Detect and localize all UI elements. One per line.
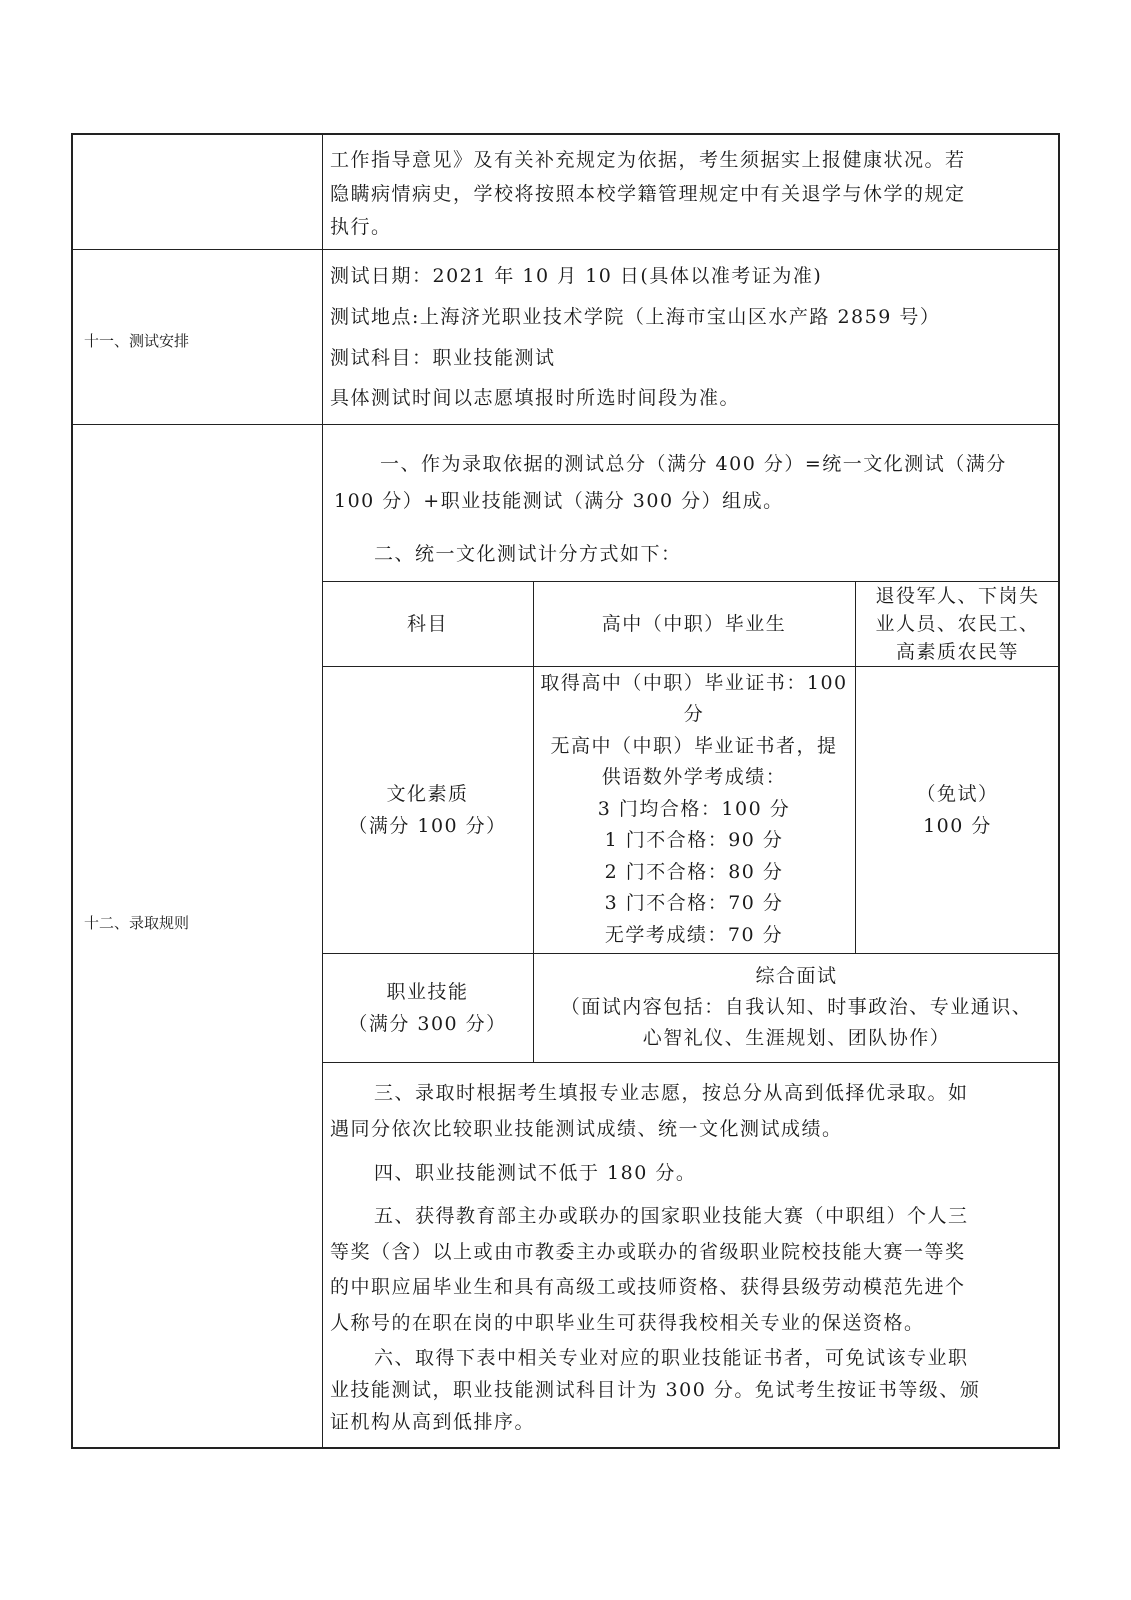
header-graduates: 高中（中职）毕业生 — [601, 612, 787, 635]
scoring-table — [322, 581, 1060, 1063]
row-divider — [71, 249, 1060, 250]
rule-4: 四、职业技能测试不低于 180 分。 — [374, 1162, 697, 1184]
row-culture-graduates: 取得高中（中职）毕业证书：100 分 无高中（中职）毕业证书者，提 供语数外学考成绩： 3 门均合格：100 分 1 门不合格：90 分 2 门不合格：80 分 3 门不合格：70 分 无学考成绩：70 分 — [540, 671, 848, 946]
rule-2: 二、统一文化测试计分方式如下： — [374, 543, 682, 565]
row-culture-other: （免试） 100 分 — [916, 782, 999, 837]
header-other-groups: 退役军人、下岗失 业人员、农民工、 高素质农民等 — [875, 584, 1040, 663]
rule-6-line: 证机构从高到低排序。 — [330, 1411, 536, 1433]
section-label-test-arrangement: 十一、测试安排 — [84, 332, 190, 350]
header-subject: 科目 — [406, 612, 448, 635]
health-text-line: 隐瞒病情病史，学校将按照本校学籍管理规定中有关退学与休学的规定 — [330, 183, 966, 205]
rule-6-line: 六、取得下表中相关专业对应的职业技能证书者，可免试该专业职 — [374, 1347, 969, 1369]
row-culture-subject: 文化素质 （满分 100 分） — [348, 782, 507, 837]
test-subject: 测试科目：职业技能测试 — [330, 347, 556, 369]
row-divider — [71, 424, 1060, 425]
rule-6-line: 业技能测试，职业技能测试科目计为 300 分。免试考生按证书等级、颁 — [330, 1379, 981, 1401]
rule-5-line: 人称号的在职在岗的中职毕业生可获得我校相关专业的保送资格。 — [330, 1312, 925, 1334]
rule-1-line: 一、作为录取依据的测试总分（满分 400 分）=统一文化测试（满分 — [380, 453, 1007, 475]
rule-5-line: 五、获得教育部主办或联办的国家职业技能大赛（中职组）个人三 — [374, 1205, 969, 1227]
rule-3-line: 遇同分依次比较职业技能测试成绩、统一文化测试成绩。 — [330, 1118, 843, 1140]
row-skill-subject: 职业技能 （满分 300 分） — [348, 980, 507, 1035]
rule-5-line: 的中职应届毕业生和具有高级工或技师资格、获得县级劳动模范先进个 — [330, 1276, 966, 1298]
row-skill-content: 综合面试 （面试内容包括：自我认知、时事政治、专业通识、 心智礼仪、生涯规划、团队协作） — [560, 965, 1033, 1049]
health-text-line: 执行。 — [330, 216, 392, 238]
rule-3-line: 三、录取时根据考生填报专业志愿，按总分从高到低择优录取。如 — [374, 1082, 969, 1104]
test-location: 测试地点:上海济光职业技术学院（上海市宝山区水产路 2859 号） — [330, 306, 941, 328]
rule-5-line: 等奖（含）以上或由市教委主办或联办的省级职业院校技能大赛一等奖 — [330, 1241, 966, 1263]
test-date: 测试日期：2021 年 10 月 10 日(具体以准考证为准) — [330, 265, 823, 287]
rule-1-line: 100 分）+职业技能测试（满分 300 分）组成。 — [334, 490, 784, 512]
health-text-line: 工作指导意见》及有关补充规定为依据，考生须据实上报健康状况。若 — [330, 149, 966, 171]
test-time-note: 具体测试时间以志愿填报时所选时间段为准。 — [330, 387, 741, 409]
section-label-admission-rules: 十二、录取规则 — [84, 914, 190, 932]
